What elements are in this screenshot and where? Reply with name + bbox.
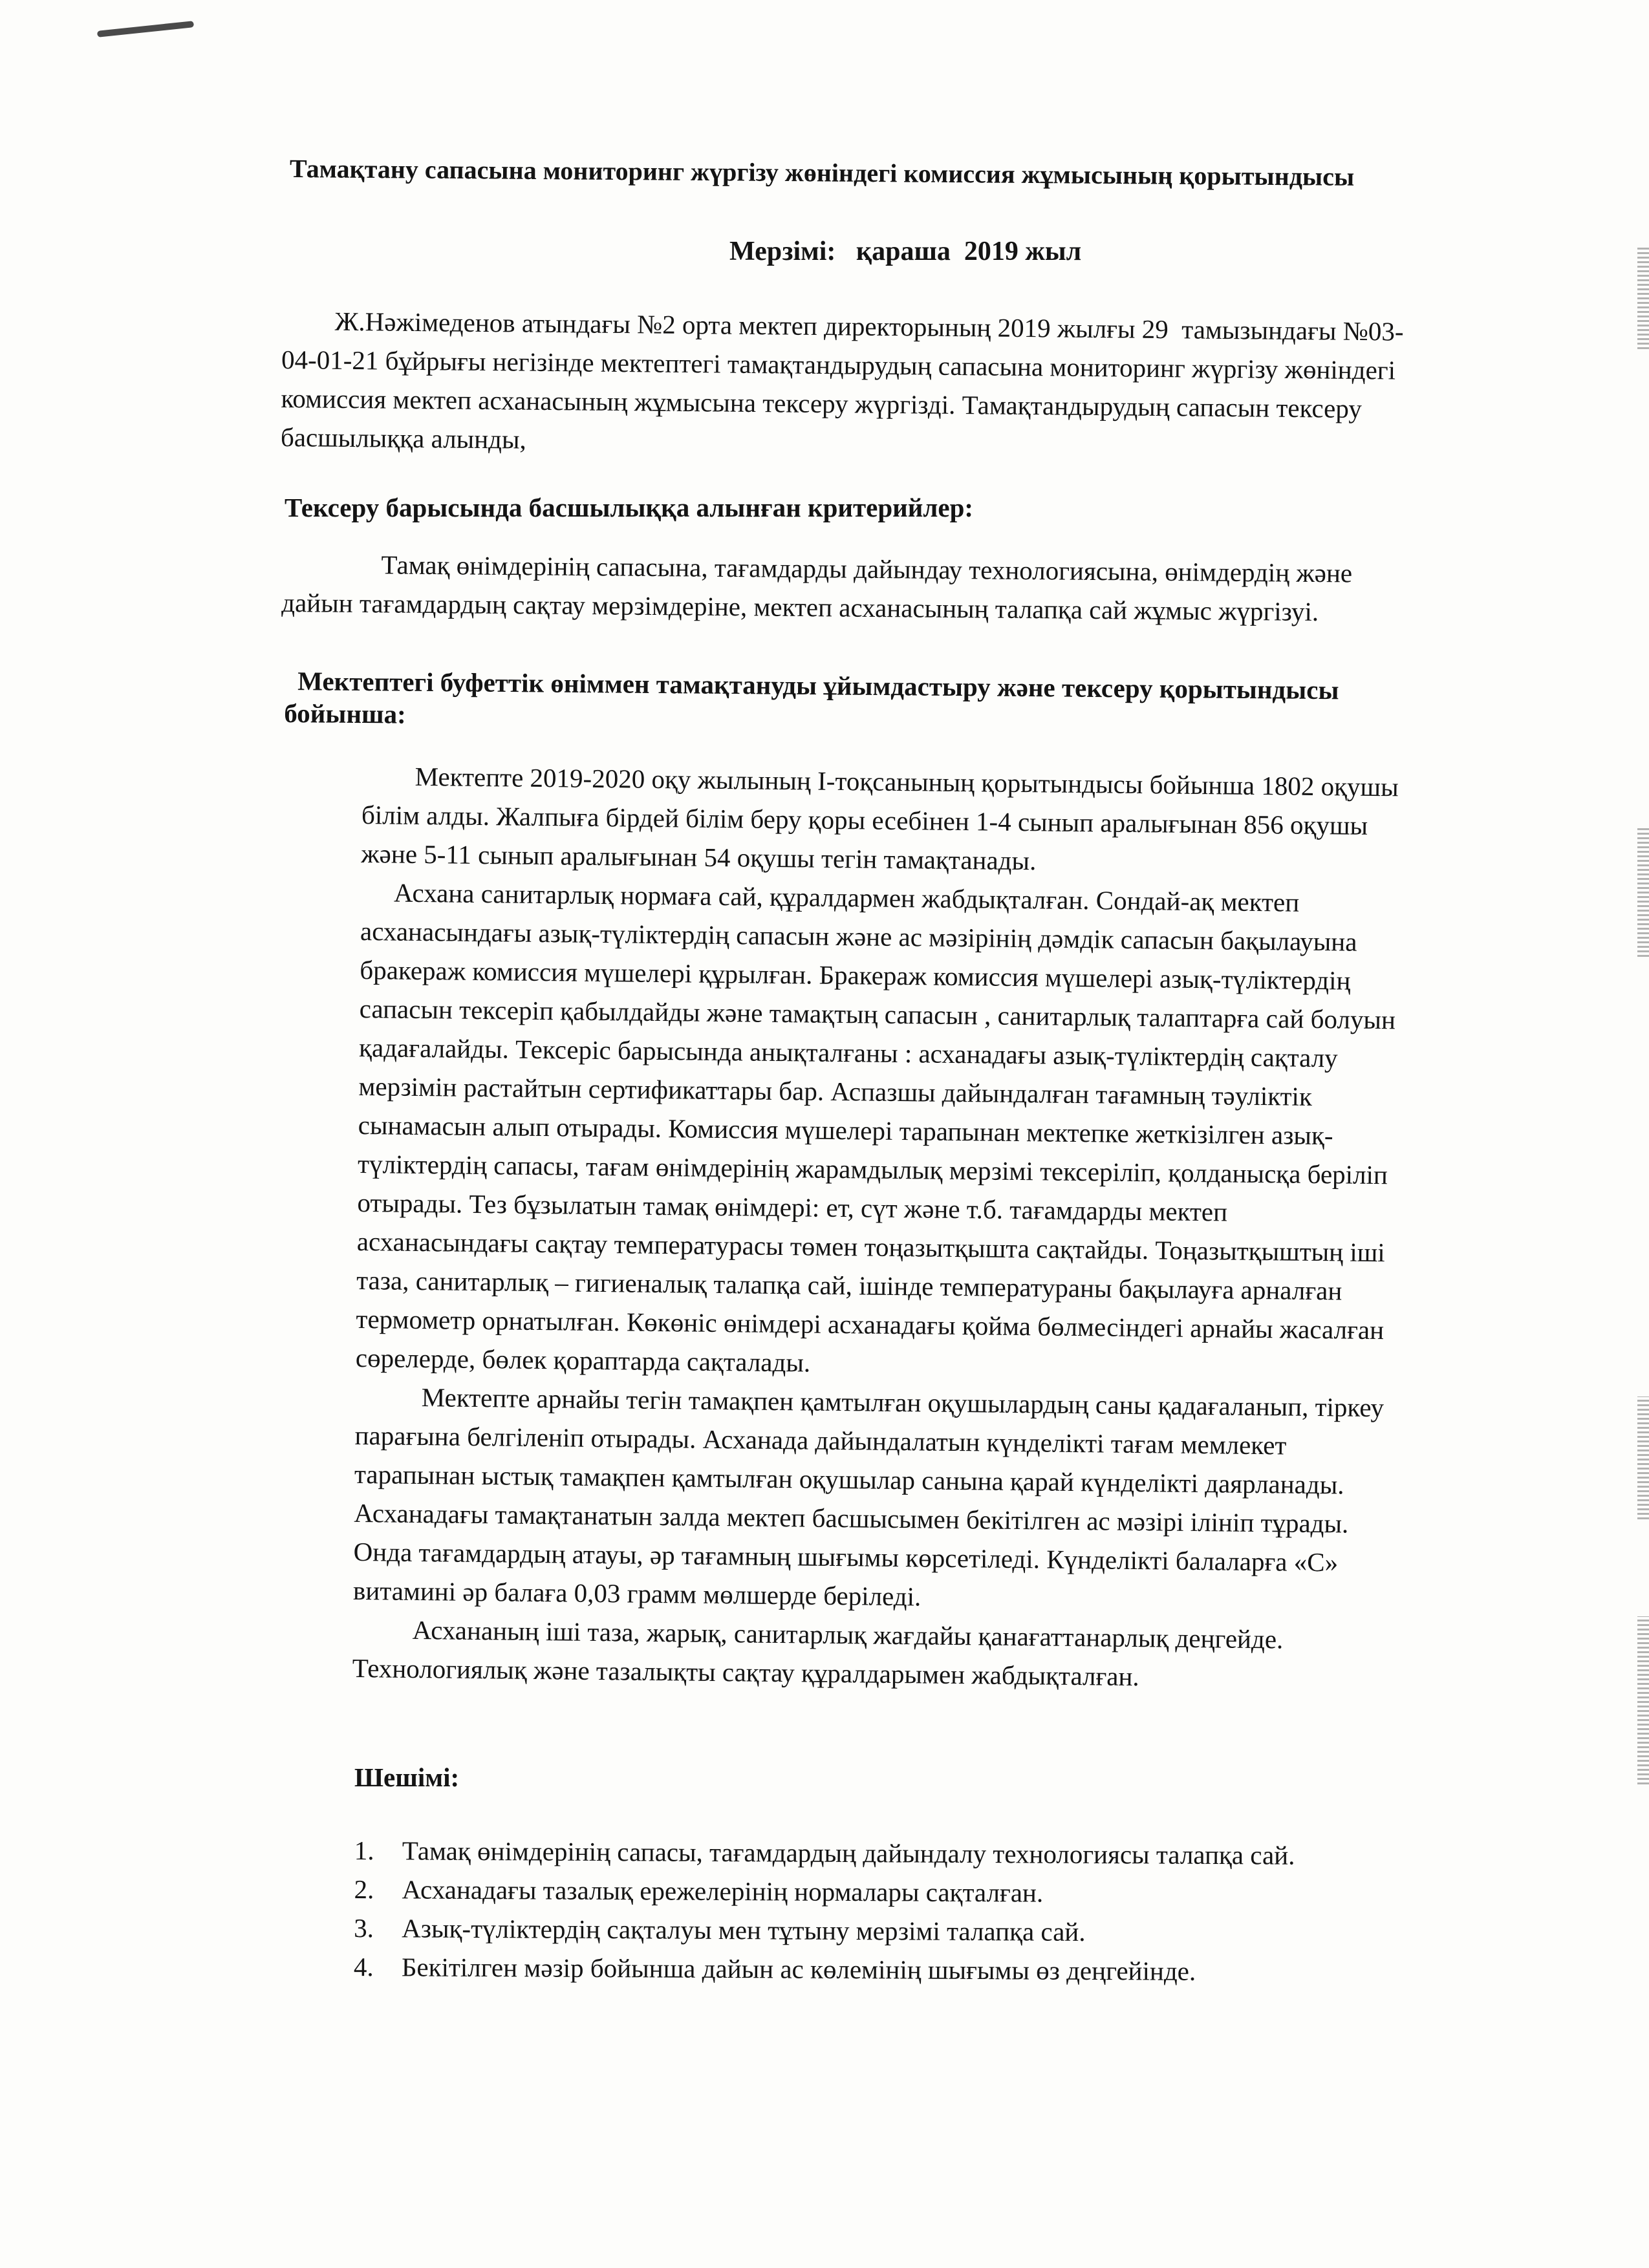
list-item-number: 4.	[353, 1951, 374, 1982]
intro-line: басшылыққа алынды,	[280, 422, 527, 455]
body-line: және 5-11 сынып аралығынан 54 оқушы тегін тамақтанады.	[361, 838, 1037, 876]
body-line: парағына белгіленіп отырады. Асханада дайындалатын күнделікті тағам мемлекет	[354, 1420, 1287, 1460]
list-item	[354, 1831, 1295, 1875]
body-line: витамині әр балаға 0,03 грамм мөлшерде беріледі.	[352, 1575, 921, 1612]
intro-line: 04-01-21 бұйрығы негізінде мектептегі тамақтандырудың сапасына мониторинг жүргізу жөніндегі	[281, 344, 1396, 385]
scan-artifact-mark	[97, 21, 194, 37]
body-line: мерзімін растайтын сертификаттары бар. Аспазшы дайындалған тағамның тәуліктік	[358, 1071, 1313, 1111]
scan-edge-noise	[1637, 246, 1649, 349]
scan-edge-noise	[1637, 1396, 1649, 1519]
document-title: Тамақтану сапасына мониторинг жүргізу жөніндегі комиссия жұмысының қорытындысы	[289, 154, 1355, 191]
intro-line: комиссия мектеп асханасының жұмысына тексеру жүргізді. Тамақтандырудың сапасын тексеру	[281, 383, 1363, 424]
list-item-text: Асханадағы тазалық ережелерінің нормалары сақталған.	[402, 1874, 1044, 1908]
body-line: Асхананың іші таза, жарық, санитарлық жағдайы қанағаттанарлық деңгейде.	[352, 1614, 1284, 1654]
buffet-heading-line: Мектептегі буфеттік өніммен тамақтануды ұйымдастыру және тексеру қорытындысы	[284, 665, 1339, 705]
criteria-line: дайын тағамдардың сақтау мерзімдеріне, мектеп асханасының талапқа сай жұмыс жүргізуі.	[281, 587, 1319, 626]
criteria-heading: Тексеру барысында басшылыққа алынған критерийлер:	[285, 493, 974, 522]
decision-heading: Шешімі:	[354, 1762, 460, 1792]
scan-edge-noise	[1637, 1616, 1649, 1784]
criteria-paragraph	[281, 544, 1352, 631]
body-line: Мектепте арнайы тегін тамақпен қамтылған оқушылардың саны қадағаланып, тіркеу	[355, 1381, 1385, 1423]
body-text	[352, 756, 1399, 1698]
body-line: бракераж комиссия мүшелері құрылған. Бракераж комиссия мүшелері азық-түліктердің	[360, 954, 1351, 996]
list-item	[354, 1909, 1295, 1952]
list-item	[354, 1947, 1295, 1991]
list-item-number: 2.	[354, 1874, 374, 1905]
intro-line: Ж.Нәжімеденов атындағы №2 орта мектеп директорының 2019 жылғы 29 тамызындағы №03-	[281, 305, 1404, 347]
document-date: Мерзімі: қараша 2019 жыл	[729, 237, 1082, 266]
list-item-text: Азық-түліктердің сақталуы мен тұтыну мерзімі талапқа сай.	[402, 1913, 1086, 1947]
scan-edge-noise	[1637, 828, 1649, 957]
body-line: сынамасын алып отырады. Комиссия мүшелері тарапынан мектепке жеткізілген азық-	[358, 1109, 1333, 1151]
body-line: қадағалайды. Тексеріс барысында анықталғаны : асханадағы азық-түліктердің сақталу	[358, 1032, 1338, 1073]
body-line: Мектепте 2019-2020 оқу жылының І-тоқсанының қорытындысы бойынша 1802 оқушы	[361, 760, 1399, 802]
list-item	[354, 1870, 1295, 1914]
body-line: асханасындағы сақтау температурасы төмен тоңазытқышта сақтайды. Тоңазытқыштың іші	[356, 1226, 1385, 1268]
body-line: таза, санитарлық – гигиеналық талапқа сай, ішінде температураны бақылауға арналған	[356, 1265, 1342, 1306]
list-item-text: Тамақ өнімдерінің сапасы, тағамдардың дайындалу технологиясы талапқа сай.	[402, 1835, 1295, 1870]
buffet-heading	[284, 665, 1339, 738]
body-line: түліктердің сапасы, тағам өнімдерінің жарамдылық мерзімі тексеріліп, қолданысқа беріліп	[357, 1148, 1388, 1190]
buffet-heading-line: бойынша:	[284, 698, 407, 729]
list-item-number: 1.	[354, 1835, 374, 1866]
criteria-line: Тамақ өнімдерінің сапасына, тағамдарды дайындау технологиясына, өнімдердің және	[281, 548, 1353, 588]
list-item-text: Бекітілген мәзір бойынша дайын ас көлемінің шығымы өз деңгейінде.	[401, 1952, 1196, 1986]
body-line: Технологиялық және тазалықты сақтау құралдарымен жабдықталған.	[352, 1653, 1139, 1692]
body-line: Асхана санитарлық нормаға сай, құралдармен жабдықталған. Сондай-ақ мектеп	[360, 877, 1300, 917]
body-line: сапасын тексеріп қабылдайды және тамақтың сапасын , санитарлық талаптарға сай болуын	[359, 993, 1396, 1035]
intro-paragraph	[281, 301, 1404, 467]
body-line: отырады. Тез бұзылатын тамақ өнімдері: ет, сүт және т.б. тағамдарды мектеп	[357, 1187, 1228, 1227]
body-line: тарапынан ыстық тамақпен қамтылған оқушылар санына қарай күнделікті даярланады.	[354, 1459, 1344, 1500]
body-line: термометр орнатылған. Көкөніс өнімдері асханадағы қойма бөлмесіндегі арнайы жасалған	[356, 1303, 1385, 1345]
decision-list	[354, 1831, 1295, 1991]
body-line: білім алды. Жалпыға бірдей білім беру қоры есебінен 1-4 сынып аралығынан 856 оқушы	[361, 799, 1368, 840]
list-item-number: 3.	[354, 1912, 374, 1943]
body-line: асханасындағы азық-түліктердің сапасын және ас мәзірінің дәмдік сапасын бақылауына	[360, 915, 1357, 957]
body-line: Онда тағамдардың атауы, әр тағамның шығымы көрсетіледі. Күнделікті балаларға «С»	[353, 1536, 1339, 1578]
body-line: Асханадағы тамақтанатын залда мектеп басшысымен бекітілген ас мәзірі ілініп тұрады.	[354, 1497, 1349, 1539]
body-line: сөрелерде, бөлек қораптарда сақталады.	[355, 1342, 811, 1378]
